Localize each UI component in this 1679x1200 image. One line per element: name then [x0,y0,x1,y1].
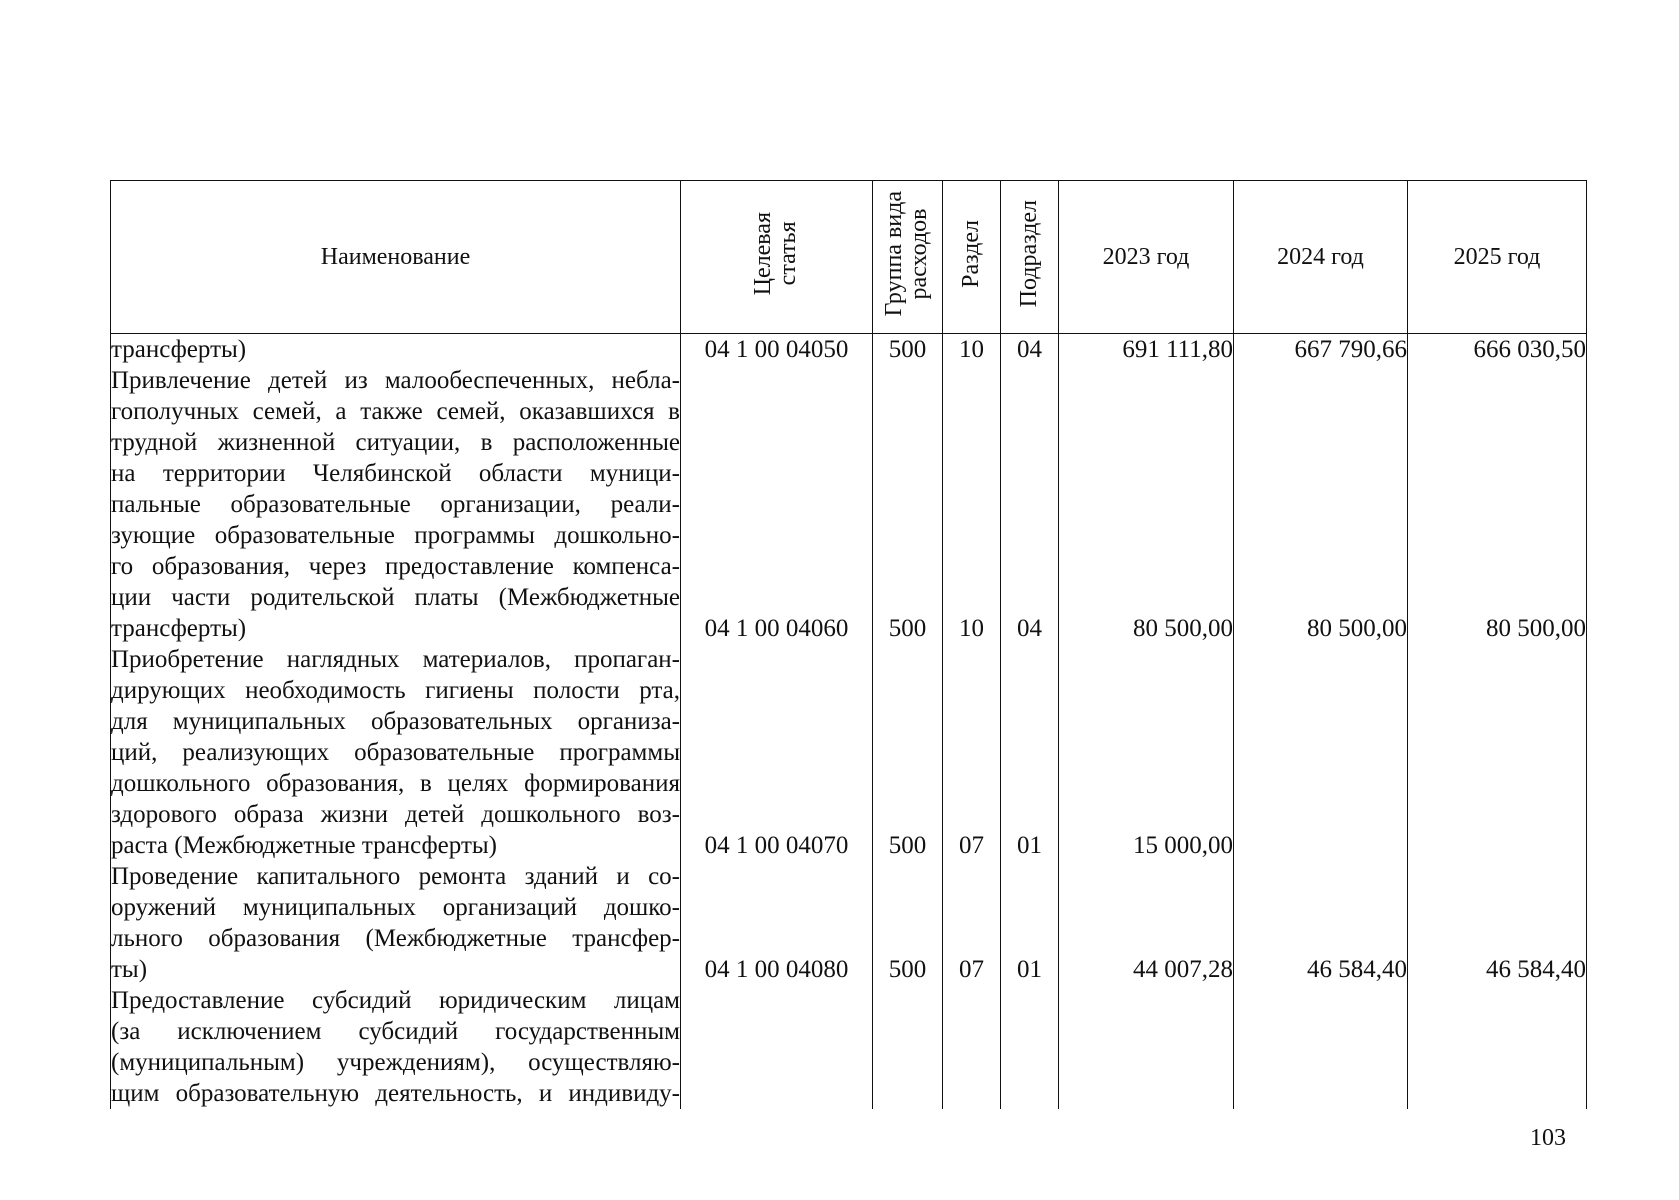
empty-line [1001,582,1058,613]
empty-line [1059,551,1233,582]
empty-line [1001,892,1058,923]
empty-line [1234,427,1407,458]
empty-line [681,892,872,923]
empty-line [1059,489,1233,520]
empty-line [1059,706,1233,737]
empty-line [943,396,1000,427]
empty-line [1408,582,1586,613]
cell-podrazdel: 04 [1017,615,1042,642]
empty-line [873,923,942,954]
name-line: оружений муниципальных организаций дошко- [111,894,680,921]
cell-y2023: 691 111,80 [1122,336,1233,363]
empty-line [1408,644,1586,675]
empty-line [1408,799,1586,830]
cell-y2023: 44 007,28 [1133,956,1233,983]
empty-line [1408,985,1586,1016]
name-line: раста (Межбюджетные трансферты) [111,832,497,859]
empty-line [1234,768,1407,799]
cell-y2024 [1234,830,1407,861]
empty-line [681,737,872,768]
header-2023: 2023 год [1059,181,1234,334]
empty-line [681,489,872,520]
name-column [111,334,681,1110]
budget-table-wrapper [110,180,1586,1109]
empty-line [873,706,942,737]
header-target: Целевая статья [681,181,873,334]
podrazdel-column [1001,334,1059,1110]
empty-line [1408,427,1586,458]
name-line: пальные образовательные организации, реали- [111,491,680,518]
empty-line [1234,520,1407,551]
expense-group-column [873,334,943,1110]
name-line: Проведение капитального ремонта зданий и со- [111,863,680,890]
empty-line [1234,458,1407,489]
empty-line [873,768,942,799]
empty-line [1001,1047,1058,1078]
empty-line [943,861,1000,892]
empty-line [1001,365,1058,396]
empty-line [1059,985,1233,1016]
cell-razdel: 10 [959,336,984,363]
empty-line [873,737,942,768]
empty-line [943,892,1000,923]
header-2024: 2024 год [1234,181,1408,334]
empty-line [943,768,1000,799]
empty-line [1234,675,1407,706]
empty-line [943,1047,1000,1078]
empty-line [1234,892,1407,923]
empty-line [681,458,872,489]
name-line: (муниципальным) учреждениям), осуществляю- [111,1049,680,1076]
empty-line [1059,1016,1233,1047]
empty-line [1234,489,1407,520]
name-line: го образования, через предоставление компенса- [111,553,680,580]
empty-line [681,427,872,458]
empty-line [943,551,1000,582]
cell-y2024: 80 500,00 [1307,615,1407,642]
empty-line [873,985,942,1016]
empty-line [873,582,942,613]
empty-line [873,520,942,551]
empty-line [873,1078,942,1109]
empty-line [1059,365,1233,396]
cell-target: 04 1 00 04070 [704,832,849,859]
empty-line [1001,644,1058,675]
name-line: трудной жизненной ситуации, в расположенные [111,429,680,456]
name-line: льного образования (Межбюджетные трансфер- [111,925,680,952]
empty-line [1408,1078,1586,1109]
name-line: ты) [111,956,148,983]
empty-line [1059,520,1233,551]
name-line: гополучных семей, а также семей, оказавшихся в [111,398,680,425]
empty-line [1001,1078,1058,1109]
budget-table [110,180,1587,1109]
empty-line [1059,768,1233,799]
cell-y2023: 80 500,00 [1133,615,1233,642]
empty-line [943,1016,1000,1047]
empty-line [1408,737,1586,768]
cell-y2025: 80 500,00 [1486,615,1586,642]
empty-line [1059,861,1233,892]
empty-line [1059,582,1233,613]
cell-y2023: 15 000,00 [1133,832,1233,859]
name-line: здорового образа жизни детей дошкольного воз- [111,801,680,828]
empty-line [1408,892,1586,923]
empty-line [1001,489,1058,520]
empty-line [681,644,872,675]
empty-line [943,644,1000,675]
name-line: дирующих необходимость гигиены полости рта, [111,677,680,704]
name-line: ций, реализующих образовательные программы [111,739,680,766]
name-line: щим образовательную деятельность, и индивиду- [111,1080,680,1107]
header-name: Наименование [111,181,681,334]
empty-line [943,582,1000,613]
empty-line [681,551,872,582]
cell-razdel: 07 [959,956,984,983]
empty-line [1234,1078,1407,1109]
empty-line [681,985,872,1016]
empty-line [1059,923,1233,954]
cell-group: 500 [888,615,927,642]
header-razdel: Раздел [943,181,1001,334]
name-line: трансферты) [111,336,247,363]
empty-line [1001,861,1058,892]
empty-line [943,458,1000,489]
empty-line [1234,396,1407,427]
name-line: зующие образовательные программы дошкольно- [111,522,680,549]
header-expense-group: Группа вида расходов [873,181,943,334]
empty-line [1234,985,1407,1016]
cell-target: 04 1 00 04080 [704,956,849,983]
empty-line [943,985,1000,1016]
cell-razdel: 10 [959,615,984,642]
empty-line [1001,706,1058,737]
empty-line [1234,861,1407,892]
empty-line [1059,396,1233,427]
empty-line [943,520,1000,551]
header-podrazdel: Подраздел [1001,181,1059,334]
empty-line [943,737,1000,768]
cell-y2024: 667 790,66 [1294,336,1407,363]
cell-target: 04 1 00 04060 [704,615,849,642]
empty-line [1001,427,1058,458]
empty-line [681,923,872,954]
empty-line [1234,644,1407,675]
empty-line [1408,458,1586,489]
empty-line [873,799,942,830]
cell-group: 500 [888,336,927,363]
cell-y2025: 666 030,50 [1473,336,1586,363]
empty-line [1001,923,1058,954]
empty-line [1234,1016,1407,1047]
name-line: Предоставление субсидий юридическим лицам [111,987,680,1014]
empty-line [1001,985,1058,1016]
empty-line [873,551,942,582]
empty-line [873,644,942,675]
cell-razdel: 07 [959,832,984,859]
empty-line [1234,1047,1407,1078]
empty-line [1059,1047,1233,1078]
empty-line [681,861,872,892]
empty-line [1059,1078,1233,1109]
empty-line [1408,768,1586,799]
empty-line [681,520,872,551]
empty-line [681,1016,872,1047]
y2024-column [1234,334,1408,1110]
empty-line [943,706,1000,737]
empty-line [873,458,942,489]
empty-line [1001,675,1058,706]
empty-line [1001,551,1058,582]
name-line: ции части родительской платы (Межбюджетные [111,584,680,611]
razdel-column [943,334,1001,1110]
empty-line [1408,551,1586,582]
name-line: Приобретение наглядных материалов, пропаган- [111,646,680,673]
empty-line [681,365,872,396]
empty-line [1408,706,1586,737]
empty-line [873,675,942,706]
empty-line [681,582,872,613]
empty-line [1059,644,1233,675]
empty-line [873,365,942,396]
empty-line [1234,799,1407,830]
cell-podrazdel: 01 [1017,956,1042,983]
y2025-column [1408,334,1587,1110]
empty-line [1408,675,1586,706]
cell-y2024: 46 584,40 [1307,956,1407,983]
empty-line [1408,1047,1586,1078]
empty-line [943,799,1000,830]
cell-target: 04 1 00 04050 [704,336,849,363]
empty-line [1408,365,1586,396]
empty-line [1059,458,1233,489]
empty-line [943,1078,1000,1109]
empty-line [1234,923,1407,954]
empty-line [873,861,942,892]
cell-y2025: 46 584,40 [1486,956,1586,983]
cell-podrazdel: 01 [1017,832,1042,859]
empty-line [681,799,872,830]
empty-line [1408,923,1586,954]
empty-line [1059,737,1233,768]
empty-line [1234,706,1407,737]
empty-line [1059,892,1233,923]
empty-line [943,365,1000,396]
empty-line [1001,520,1058,551]
page-number: 103 [1530,1125,1566,1151]
empty-line [1234,737,1407,768]
empty-line [873,396,942,427]
empty-line [681,1078,872,1109]
name-line: на территории Челябинской области муници- [111,460,680,487]
cell-y2025 [1408,830,1586,861]
y2023-column [1059,334,1234,1110]
name-line: для муниципальных образовательных организа- [111,708,680,735]
name-line: Привлечение детей из малообеспеченных, небла- [111,367,680,394]
empty-line [1001,1016,1058,1047]
empty-line [1234,365,1407,396]
empty-line [1234,582,1407,613]
empty-line [1001,458,1058,489]
empty-line [1408,520,1586,551]
empty-line [1234,551,1407,582]
target-column [681,334,873,1110]
cell-podrazdel: 04 [1017,336,1042,363]
empty-line [873,427,942,458]
empty-line [681,768,872,799]
empty-line [1001,737,1058,768]
empty-line [873,892,942,923]
empty-line [1408,1016,1586,1047]
empty-line [873,489,942,520]
table-body-row [111,334,1587,1110]
empty-line [681,396,872,427]
empty-line [1059,675,1233,706]
empty-line [943,489,1000,520]
empty-line [681,675,872,706]
empty-line [1059,427,1233,458]
empty-line [1059,799,1233,830]
name-line: трансферты) [111,615,247,642]
empty-line [873,1016,942,1047]
empty-line [1408,489,1586,520]
header-2025: 2025 год [1408,181,1587,334]
empty-line [943,675,1000,706]
empty-line [873,1047,942,1078]
empty-line [943,427,1000,458]
cell-group: 500 [888,832,927,859]
empty-line [943,923,1000,954]
name-line: (за исключением субсидий государственным [111,1018,680,1045]
cell-group: 500 [888,956,927,983]
empty-line [681,1047,872,1078]
name-line: дошкольного образования, в целях формирования [111,770,680,797]
empty-line [1408,861,1586,892]
table-header-row [111,181,1587,334]
empty-line [1408,396,1586,427]
empty-line [1001,768,1058,799]
empty-line [681,706,872,737]
empty-line [1001,396,1058,427]
empty-line [1001,799,1058,830]
